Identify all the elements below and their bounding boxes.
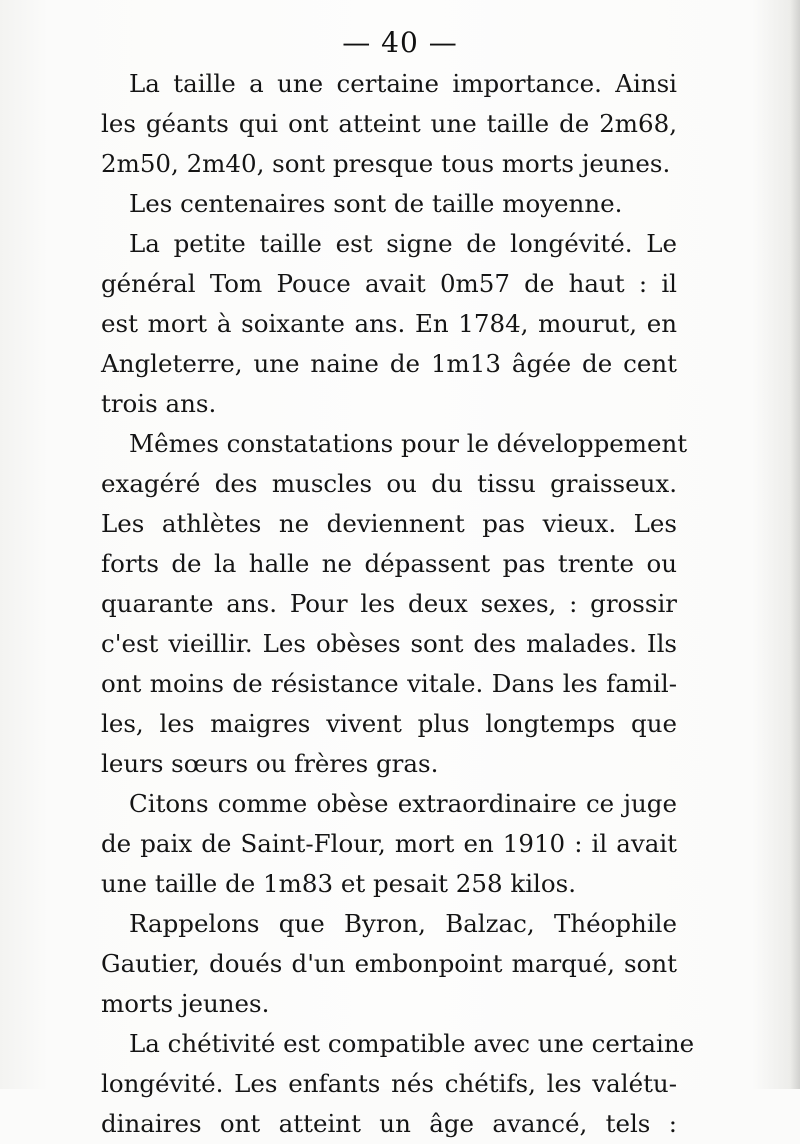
text-line: dinaires ont atteint un âge avancé, tels :	[101, 1109, 677, 1138]
text-line: est mort à soixante ans. En 1784, mourut, en	[101, 309, 677, 338]
text-line: La chétivité est compatible avec une certaine	[129, 1029, 695, 1058]
text-line: Gautier, doués d'un embonpoint marqué, sont	[101, 949, 677, 978]
text-line: Rappelons que Byron, Balzac, Théophile	[129, 909, 677, 938]
text-line: les géants qui ont atteint une taille de 2m68,	[101, 109, 677, 138]
text-line: Angleterre, une naine de 1m13 âgée de cent	[101, 349, 677, 378]
text-line: de paix de Saint-Flour, mort en 1910 : il avait	[101, 829, 677, 858]
text-line: exagéré des muscles ou du tissu graisseux.	[101, 469, 677, 498]
page-edge-shadow	[790, 0, 800, 1089]
text-line: quarante ans. Pour les deux sexes, : grossir	[101, 589, 677, 618]
text-line: La petite taille est signe de longévité. Le	[129, 229, 677, 258]
text-line: leurs sœurs ou frères gras.	[101, 749, 439, 778]
text-line: Les athlètes ne deviennent pas vieux. Les	[101, 509, 677, 538]
text-line: longévité. Les enfants nés chétifs, les valétu-	[101, 1069, 677, 1098]
text-line: général Tom Pouce avait 0m57 de haut : il	[101, 269, 677, 298]
text-line: les, les maigres vivent plus longtemps que	[101, 709, 677, 738]
page-number: — 40 —	[342, 26, 458, 59]
text-line: Mêmes constatations pour le développement	[129, 429, 688, 458]
text-line: ont moins de résistance vitale. Dans les famil-	[101, 669, 677, 698]
text-line: La taille a une certaine importance. Ainsi	[129, 69, 677, 98]
text-line: une taille de 1m83 et pesait 258 kilos.	[101, 869, 576, 898]
text-line: trois ans.	[101, 389, 217, 418]
text-line: c'est vieillir. Les obèses sont des malades. Ils	[101, 629, 677, 658]
text-line: Citons comme obèse extraordinaire ce juge	[129, 789, 677, 818]
text-line: morts jeunes.	[101, 989, 270, 1018]
body-text	[101, 64, 695, 1144]
text-line: forts de la halle ne dépassent pas trente ou	[101, 549, 677, 578]
text-line: 2m50, 2m40, sont presque tous morts jeunes.	[101, 149, 671, 178]
text-line: Les centenaires sont de taille moyenne.	[129, 189, 623, 218]
